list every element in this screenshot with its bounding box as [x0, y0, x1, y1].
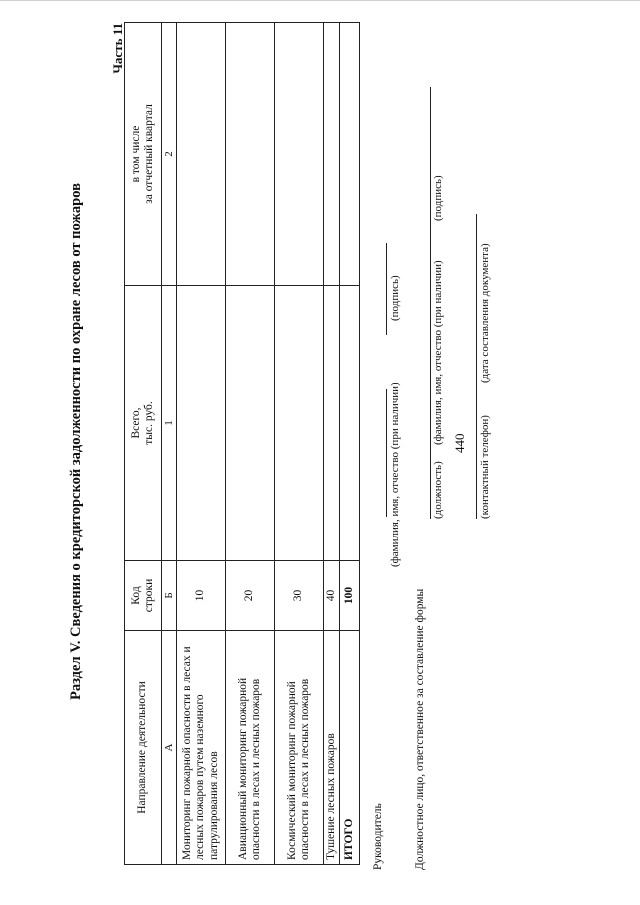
- report-table: [124, 22, 360, 865]
- header-total-line1: Всего,: [129, 407, 142, 439]
- head-name-line[interactable]: [386, 389, 387, 517]
- code-cell: 20: [226, 561, 275, 631]
- total-cell[interactable]: [226, 286, 275, 561]
- quarter-cell[interactable]: [177, 23, 226, 286]
- head-name-caption: (фамилия, имя, отчество (при наличии): [389, 382, 401, 567]
- code-cell: 40: [324, 561, 340, 631]
- quarter-cell[interactable]: [226, 23, 275, 286]
- header-quarter: [125, 23, 162, 286]
- header-code: [125, 561, 162, 631]
- header-total-line2: тыс. руб.: [143, 401, 155, 445]
- responsible-label: Должностное лицо, ответственное за составление формы: [414, 588, 426, 870]
- page-number: 440: [452, 433, 467, 453]
- total-label-cell: ИТОГО: [340, 631, 360, 865]
- responsible-signature-caption: (подпись): [432, 175, 444, 221]
- header-quarter-line2: за отчетный квартал: [143, 104, 155, 204]
- date-caption: (дата составления документа): [479, 243, 491, 383]
- activity-cell: Космический мониторинг пожарной опасности в лесах и лесных пожаров: [275, 631, 324, 865]
- total-cell[interactable]: [324, 286, 340, 561]
- table-total-row: [340, 23, 360, 865]
- activity-cell: Мониторинг пожарной опасности в лесах и лесных пожаров путем наземного патрулирования лесов: [177, 631, 226, 865]
- index-cell: 2: [162, 23, 177, 286]
- phone-caption: (контактный телефон): [479, 415, 491, 519]
- responsible-name-caption: (фамилия, имя, отчество (при наличии): [432, 260, 444, 445]
- table-row: [177, 23, 226, 865]
- index-cell: 1: [162, 286, 177, 561]
- quarter-cell[interactable]: [275, 23, 324, 286]
- index-cell: Б: [162, 561, 177, 631]
- header-code-line2: строки: [143, 578, 155, 613]
- contact-date-line[interactable]: [476, 214, 477, 519]
- total-sum-cell[interactable]: [340, 286, 360, 561]
- position-caption: (должность): [432, 461, 444, 519]
- index-cell: А: [162, 631, 177, 865]
- head-signature-line[interactable]: [386, 243, 387, 335]
- table-index-row: [162, 23, 177, 865]
- total-cell[interactable]: [275, 286, 324, 561]
- header-code-line1: Код: [129, 586, 142, 605]
- table-row: [226, 23, 275, 865]
- total-cell[interactable]: [177, 286, 226, 561]
- table-row: [275, 23, 324, 865]
- quarter-cell[interactable]: [324, 23, 340, 286]
- code-cell: 30: [275, 561, 324, 631]
- table-row: [324, 23, 340, 865]
- code-cell: 10: [177, 561, 226, 631]
- head-label: Руководитель: [372, 803, 384, 870]
- part-label: Часть 11: [110, 23, 125, 74]
- head-signature-caption: (подпись): [389, 275, 401, 321]
- header-total: [125, 286, 162, 561]
- header-activity: Направление деятельности: [125, 631, 162, 865]
- total-quarter-cell[interactable]: [340, 23, 360, 286]
- responsible-line[interactable]: [430, 87, 431, 519]
- total-code-cell: 100: [340, 561, 360, 631]
- header-quarter-line1: в том числе: [129, 125, 142, 183]
- section-title: Раздел V. Сведения о кредиторской задолженности по охране лесов от пожаров: [68, 183, 84, 700]
- activity-cell: Тушение лесных пожаров: [324, 631, 340, 865]
- table-header-row: [125, 23, 162, 865]
- activity-cell: Авиационный мониторинг пожарной опасности в лесах и лесных пожаров: [226, 631, 275, 865]
